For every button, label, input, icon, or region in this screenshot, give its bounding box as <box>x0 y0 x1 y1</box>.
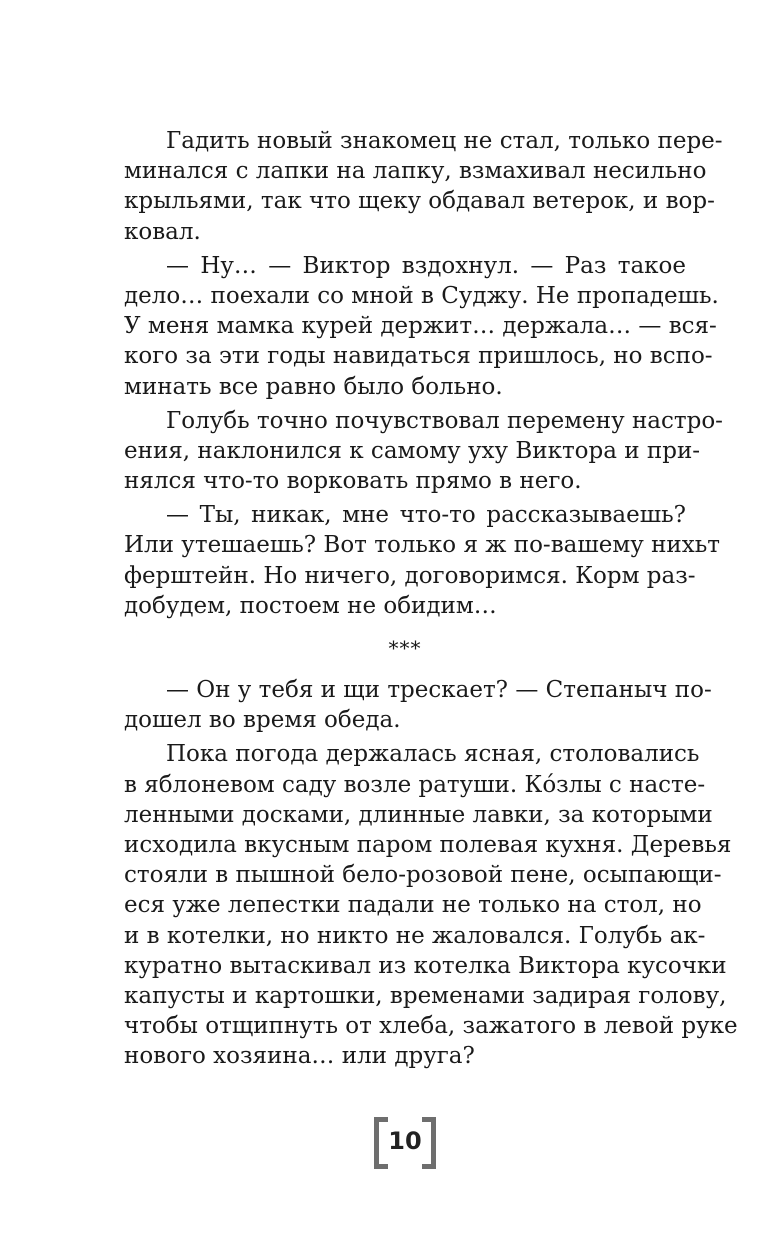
text-line: чтобы отщипнуть от хлеба, зажатого в левой руке <box>124 1013 738 1040</box>
bracket-right-icon <box>422 1117 436 1169</box>
text-line: минать все равно было больно. <box>124 373 503 400</box>
text-line: куратно вытаскивал из котелка Виктора кусочки <box>124 952 727 979</box>
text-line: Гадить новый знакомец не стал, только пере- <box>166 128 723 154</box>
text-line: Голубь точно почувствовал перемену настро- <box>166 407 723 434</box>
text-line: дело… поехали со мной в Суджу. Не пропадешь. <box>124 282 719 309</box>
text-line: стояли в пышной бело-розовой пене, осыпающи- <box>124 862 722 889</box>
paragraph-5 <box>124 675 712 735</box>
text-line: — Он у тебя и щи трескает? — Степаныч по- <box>166 677 712 703</box>
text-line: Пока погода держалась ясная, столовались <box>166 741 700 768</box>
text-line: и в котелки, но никто не жаловался. Голубь ак- <box>124 922 706 949</box>
text-line: еся уже лепестки падали не только на стол, но <box>124 892 702 919</box>
paragraph-3 <box>124 406 723 497</box>
text-line: — Ты, никак, мне что-то рассказываешь? <box>166 502 686 529</box>
text-line: ленными досками, длинные лавки, за которыми <box>124 801 713 828</box>
text-line: нового хозяина… или друга? <box>124 1043 475 1070</box>
text-line: ковал. <box>124 218 201 245</box>
paragraph-1 <box>124 126 723 247</box>
scene-separator: *** <box>388 636 422 660</box>
text-line: добудем, постоем не обидим… <box>124 592 497 619</box>
text-line: У меня мамка курей держит… держала… — вся- <box>124 313 717 340</box>
page-number-text: 10 <box>388 1127 422 1155</box>
paragraph-2 <box>124 251 719 402</box>
text-line: ферштейн. Но ничего, договоримся. Корм раз- <box>124 562 696 589</box>
text-line: минался с лапки на лапку, взмахивал несильно <box>124 158 707 185</box>
text-line: исходила вкусным паром полевая кухня. Деревья <box>124 831 732 858</box>
book-page-text <box>124 126 738 1075</box>
paragraph-4 <box>124 500 720 621</box>
page-number <box>374 1117 436 1169</box>
text-line: кого за эти годы навидаться пришлось, но вспо- <box>124 343 713 370</box>
text-line: — Ну… — Виктор вздохнул. — Раз такое <box>166 252 686 279</box>
text-line: дошел во время обеда. <box>124 707 401 734</box>
text-line: ения, наклонился к самому уху Виктора и при- <box>124 437 701 464</box>
text-line: в яблоневом саду возле ратуши. Ко́злы с насте- <box>124 771 706 798</box>
text-line: нялся что-то ворковать прямо в него. <box>124 468 582 495</box>
text-line: капусты и картошки, временами задирая голову, <box>124 982 727 1009</box>
text-line: крыльями, так что щеку обдавал ветерок, и вор- <box>124 188 715 215</box>
paragraph-6 <box>124 739 738 1071</box>
text-line: Или утешаешь? Вот только я ж по-вашему нихьт <box>124 532 720 559</box>
